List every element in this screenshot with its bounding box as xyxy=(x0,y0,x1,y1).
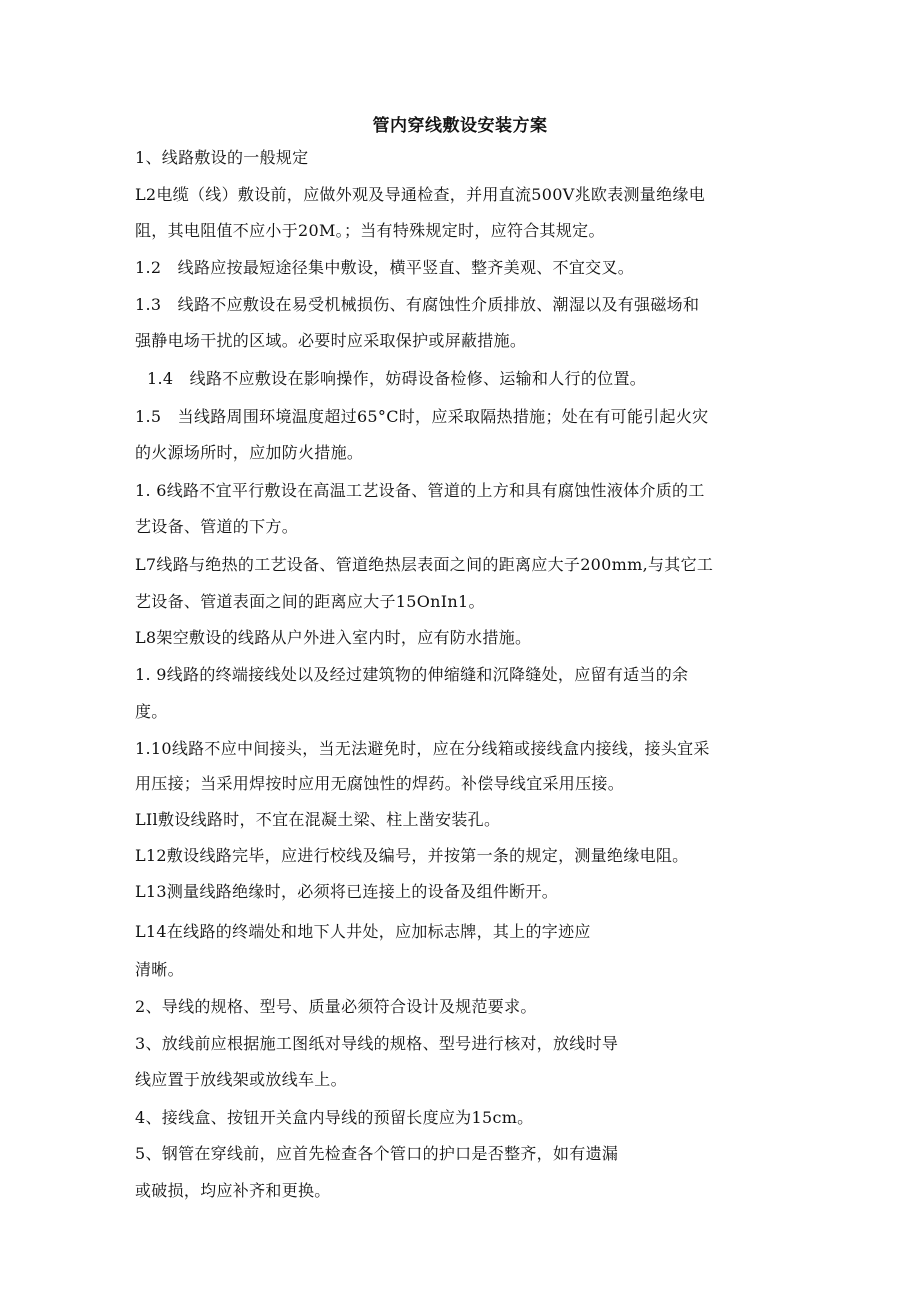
paragraph-line: 线应置于放线架或放线车上。 xyxy=(135,1070,347,1089)
paragraph-line: 1.10线路不应中间接头，当无法避免时，应在分线箱或接线盒内接线，接头宜采 xyxy=(135,739,710,758)
paragraph-line: L13测量线路绝缘时，必须将已连接上的设备及组件断开。 xyxy=(135,882,559,901)
paragraph-line: 艺设备、管道表面之间的距离应大子15OnIn1。 xyxy=(135,592,485,611)
paragraph-line: 的火源场所时，应加防火措施。 xyxy=(135,443,364,462)
paragraph-line: L2电缆（线）敷设前，应做外观及导通检查，并用直流500V兆欧表测量绝缘电 xyxy=(135,185,705,204)
paragraph-line: 度。 xyxy=(135,702,168,721)
paragraph-line: 1. 6线路不宜平行敷设在高温工艺设备、管道的上方和具有腐蚀性液体介质的工 xyxy=(135,481,705,500)
section-3-line: 3、放线前应根据施工图纸对导线的规格、型号进行核对，放线时导 xyxy=(135,1034,619,1053)
paragraph-line: 艺设备、管道的下方。 xyxy=(135,517,299,536)
paragraph-line: 用压接；当采用焊按时应用无腐蚀性的焊药。补偿导线宜采用压接。 xyxy=(135,774,625,793)
paragraph-line: 1. 9线路的终端接线处以及经过建筑物的伸缩缝和沉降缝处，应留有适当的余 xyxy=(135,665,689,684)
paragraph-line: L8架空敷设的线路从户外进入室内时，应有防水措施。 xyxy=(135,628,532,647)
paragraph-line: 1.5 当线路周围环境温度超过65°C时，应采取隔热措施；处在有可能引起火灾 xyxy=(135,407,709,426)
section-1-heading: 1、线路敷设的一般规定 xyxy=(135,148,309,167)
paragraph-line: 或破损，均应补齐和更换。 xyxy=(135,1181,331,1200)
paragraph-line: L14在线路的终端处和地下人井处，应加标志牌，其上的字迹应 xyxy=(135,922,591,941)
paragraph-line: 强静电场干扰的区域。必要时应采取保护或屏蔽措施。 xyxy=(135,331,527,350)
paragraph-line: LIl敷设线路时，不宜在混凝土梁、柱上凿安装孔。 xyxy=(135,810,501,829)
paragraph-line: 阻，其电阻值不应小于20M。；当有特殊规定时，应符合其规定。 xyxy=(135,221,605,240)
paragraph-line: 清晰。 xyxy=(135,960,184,979)
section-2-line: 2、导线的规格、型号、质量必须符合设计及规范要求。 xyxy=(135,997,537,1016)
paragraph-line: 1.3 线路不应敷设在易受机械损伤、有腐蚀性介质排放、潮湿以及有强磁场和 xyxy=(135,295,700,314)
paragraph-line: L7线路与绝热的工艺设备、管道绝热层表面之间的距离应大子200mm,与其它工 xyxy=(135,555,714,574)
paragraph-line: 1.4 线路不应敷设在影响操作，妨碍设备检修、运输和人行的位置。 xyxy=(147,369,647,388)
section-4-line: 4、接线盒、按钮开关盒内导线的预留长度应为15cm。 xyxy=(135,1108,534,1127)
paragraph-line: 1.2 线路应按最短途径集中敷设，横平竖直、整齐美观、不宜交叉。 xyxy=(135,258,635,277)
document-title: 管内穿线敷设安装方案 xyxy=(372,116,548,136)
paragraph-line: L12敷设线路完毕，应进行校线及编号，并按第一条的规定，测量绝缘电阻。 xyxy=(135,846,689,865)
section-5-line: 5、钢管在穿线前，应首先检查各个管口的护口是否整齐，如有遗漏 xyxy=(135,1144,619,1163)
